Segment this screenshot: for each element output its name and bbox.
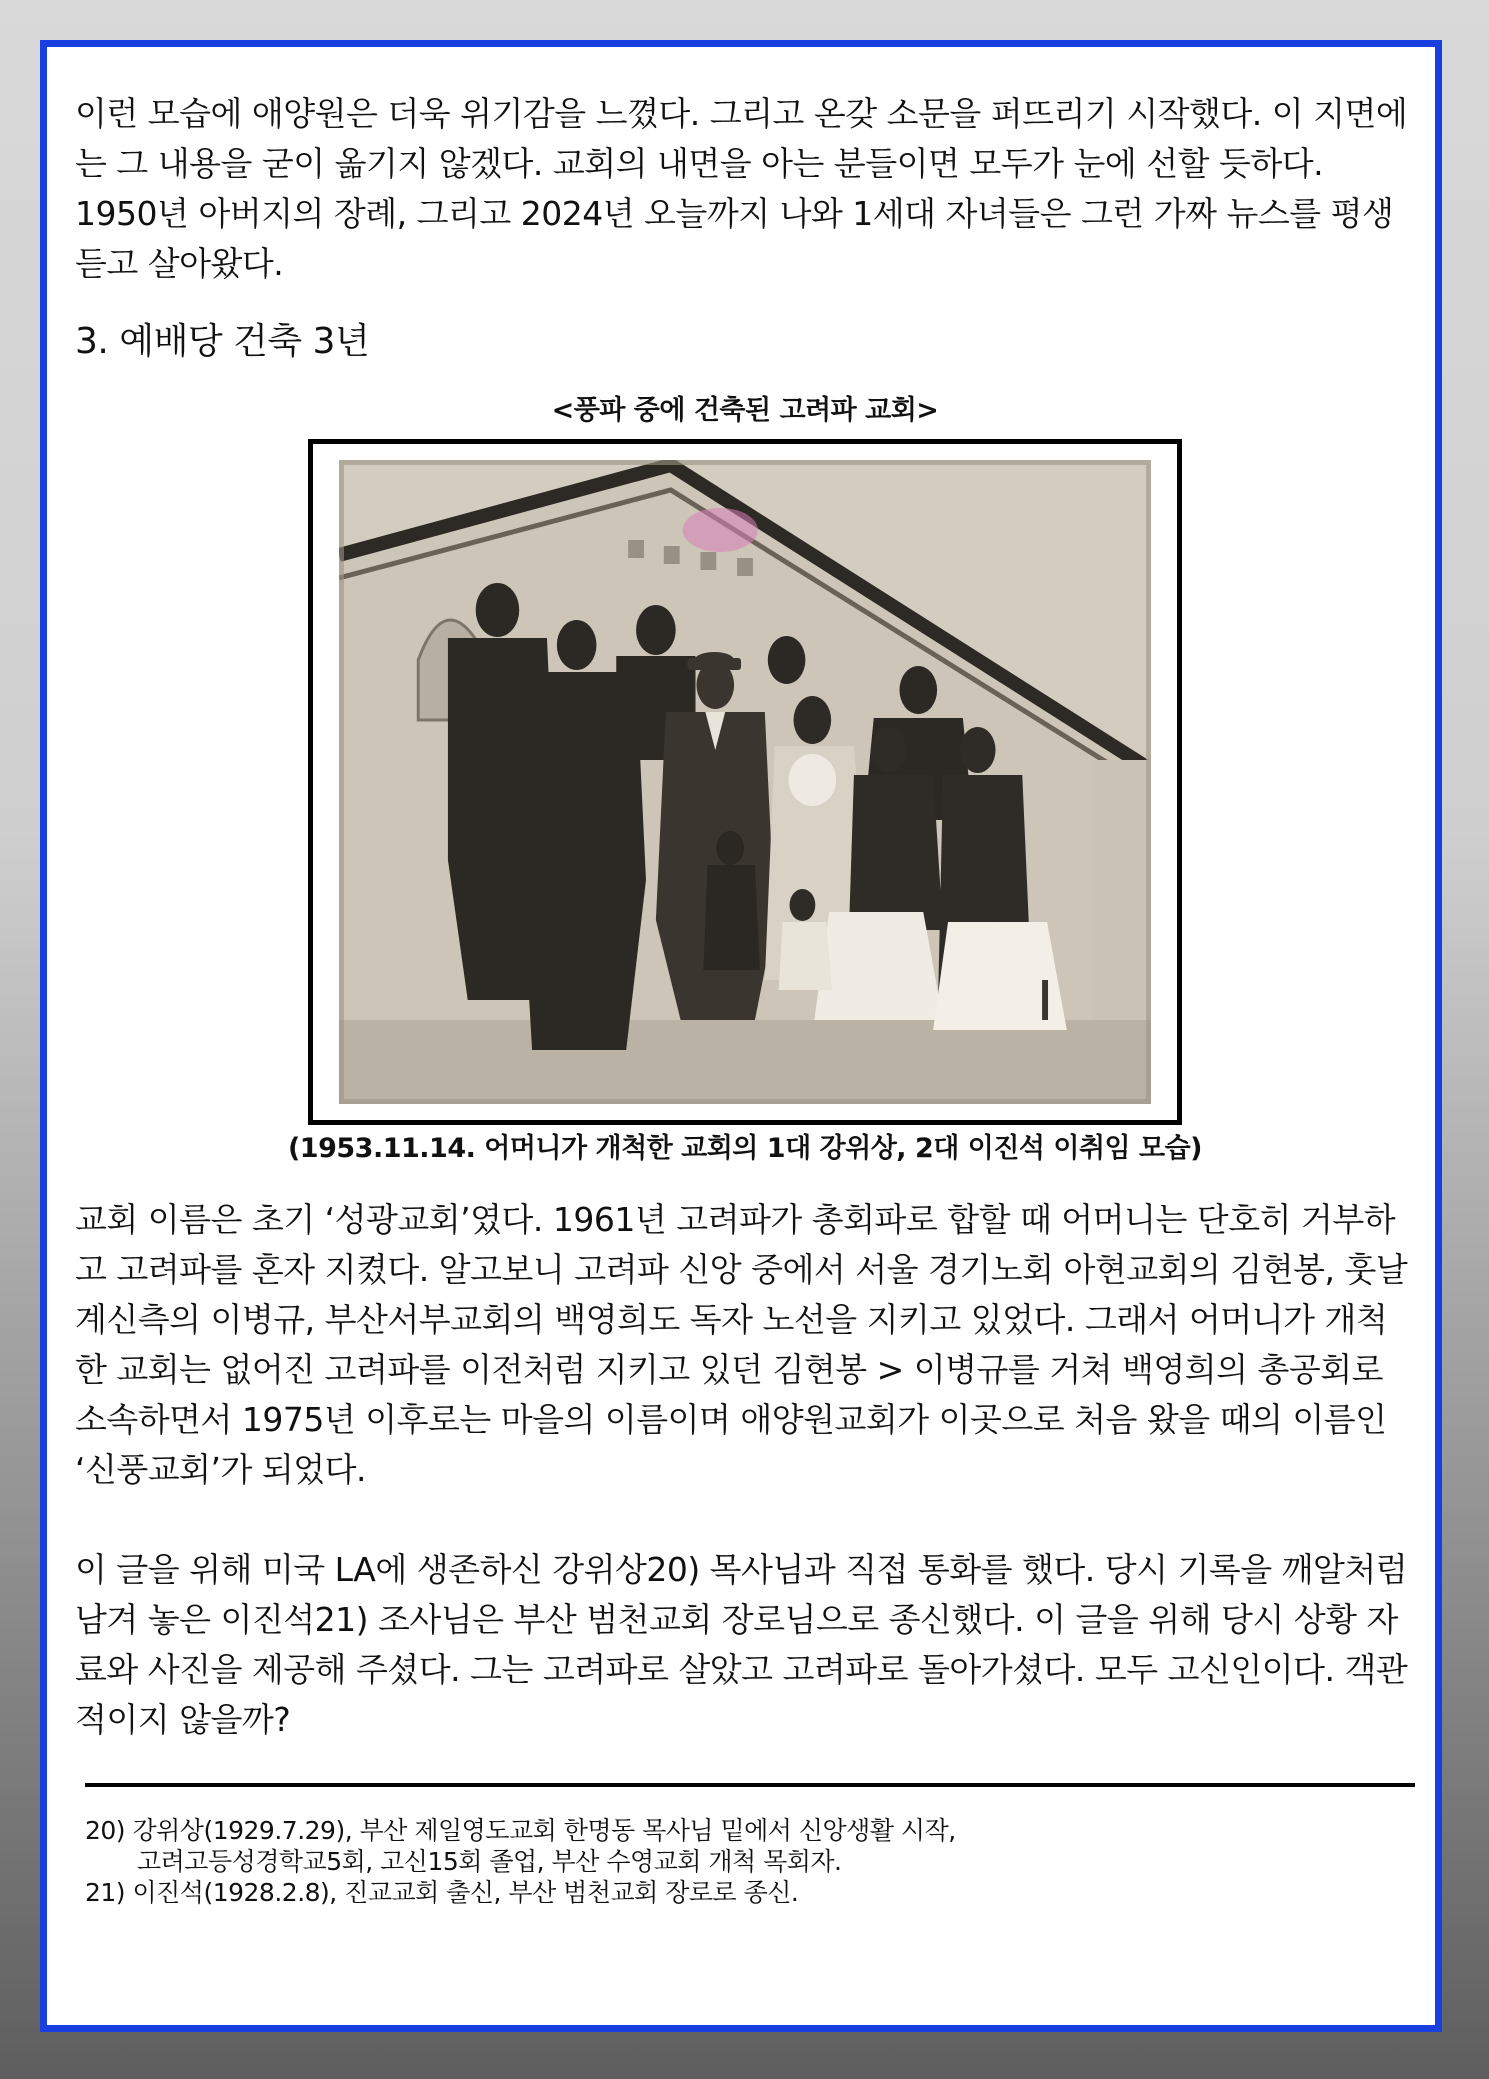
footnote-21: 21) 이진석(1928.2.8), 진교교회 출신, 부산 범천교회 장로로 종신. [85, 1878, 799, 1907]
page-content [75, 89, 1415, 1908]
footnote-divider [85, 1783, 1415, 1787]
photo-frame [308, 439, 1182, 1125]
document-page [40, 40, 1442, 2032]
body-paragraph-2: 교회 이름은 초기 ‘성광교회’였다. 1961년 고려파가 총회파로 합할 때 어머니는 단호히 거부하고 고려파를 혼자 지켰다. 알고보니 고려파 신앙 중에서 서울 경기노회 아현교회의 김현봉, 훗날 계신측의 이병규, 부산서부교회의 백영희도 독자 노선을 지키고 있었다. 그래서 어머니가 개척한 교회는 없어진 고려파를 이전처럼 지키고 있던 김현봉 > 이병규를 거쳐 백영희의 총공회로 소속하면서 1975년 이후로는 마을의 이름이며 애양원교회가 이곳으로 처음 왔을 때의 이름인 ‘신풍교회’가 되었다. [75, 1200, 1408, 1489]
photo-title: <풍파 중에 건축된 고려파 교회> [551, 395, 939, 426]
body-paragraph-3: 이 글을 위해 미국 LA에 생존하신 강위상20) 목사님과 직접 통화를 했다. 당시 기록을 깨알처럼 남겨 놓은 이진석21) 조사님은 부산 범천교회 장로님으로 종신했다. 이 글을 위해 당시 상황 자료와 사진을 제공해 주셨다. 그는 고려파로 살았고 고려파로 돌아가셨다. 모두 고신인이다. 객관적이지 않을까? [75, 1550, 1408, 1739]
footnote-20: 20) 강위상(1929.7.29), 부산 제일영도교회 한명동 목사님 밑에서 신앙생활 시작, [85, 1816, 956, 1845]
church-group-photo [339, 460, 1151, 1104]
photo-illustration [339, 460, 1151, 1104]
photo-caption: (1953.11.14. 어머니가 개척한 교회의 1대 강위상, 2대 이진석 이취임 모습) [287, 1133, 1203, 1164]
footnote-20-continued: 고려고등성경학교5회, 고신15회 졸업, 부산 수영교회 개척 목회자. [137, 1847, 842, 1876]
body-paragraph-1: 이런 모습에 애양원은 더욱 위기감을 느꼈다. 그리고 온갖 소문을 퍼뜨리기 시작했다. 이 지면에는 그 내용을 굳이 옮기지 않겠다. 교회의 내면을 아는 분들이면 모두가 눈에 선할 듯하다. 1950년 아버지의 장례, 그리고 2024년 오늘까지 나와 1세대 자녀들은 그런 가짜 뉴스를 평생 듣고 살아왔다. [75, 94, 1408, 283]
section-heading: 3. 예배당 건축 3년 [75, 321, 370, 362]
footnotes [85, 1815, 1415, 1908]
